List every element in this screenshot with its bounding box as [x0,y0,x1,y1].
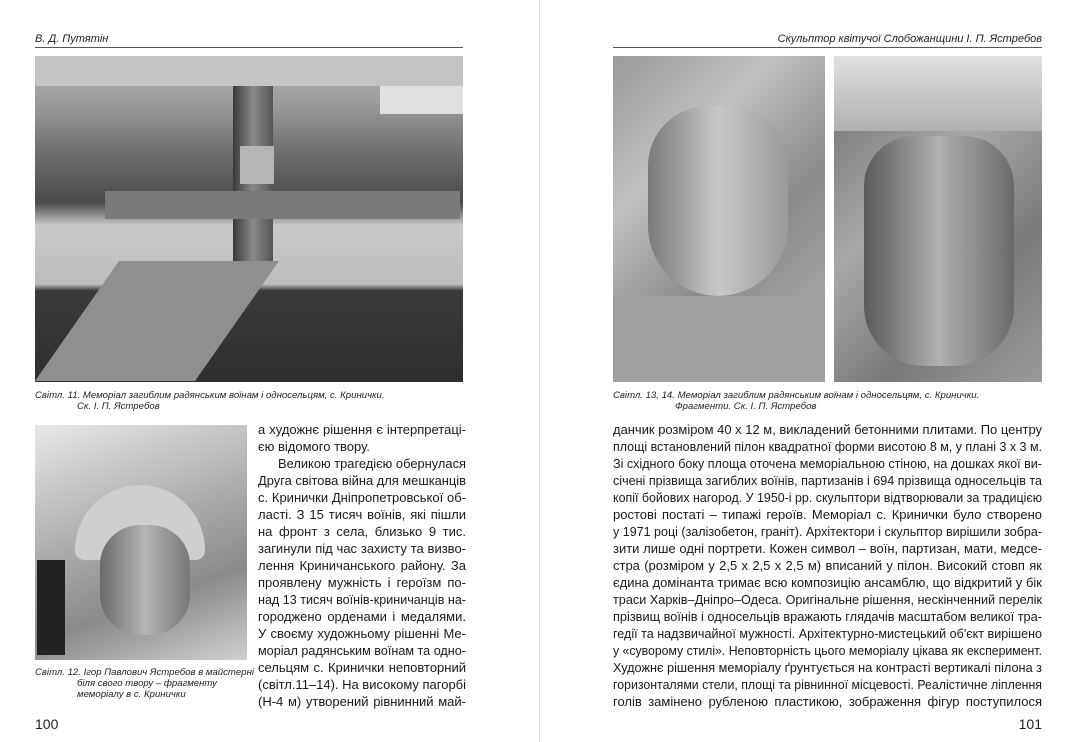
text-line-content: площі встановлений пілон квадратної форми висотою 8 м, у плані 3 х 3 м. [613,439,1042,454]
photo-soldier-face-sculpture [834,56,1042,382]
text-line [613,506,1042,523]
text-line-content: прізвищ воїнів і односельців вражають глядачів масштабом великої тра- [613,609,1042,624]
photo-memorial-overview [35,56,463,382]
text-line [258,676,466,693]
figure-13-14-caption [613,390,979,412]
caption-line: Світл. 12. Ігор Павлович Ястребов в майстерні [35,667,255,678]
text-line-content: (Н-4 м) утворений рівнинний май- [258,694,466,709]
text-line [613,540,1042,557]
caption-line: Фрагменти. Ск. І. П. Ястребов [675,401,817,412]
text-line [258,472,466,489]
caption-line: Ск. І. П. Ястребов [77,401,160,412]
text-line [258,659,466,676]
figure-11-caption [35,390,385,412]
header-rule [613,47,1042,48]
text-line-content: проявлену мужність і героїзм по- [258,575,466,590]
text-line-content: зити лише одні портрети. Кожен символ – воїн, партизан, мати, медсе- [613,541,1043,556]
text-line-content: у «суворому стилі». Неповторність цього меморіалу цікава як експеримент. [613,643,1042,658]
running-head-left: В. Д. Путятін [35,33,109,45]
text-line [613,574,1042,591]
text-line [613,608,1042,625]
text-line [258,591,466,608]
caption-line: Світл. 11. Меморіал загиблим радянським воїнам і односельцям, с. Кринички. [35,390,385,401]
text-line [613,625,1042,642]
text-line [613,659,1042,676]
body-text-right [613,421,1042,710]
text-line-content: с. Кринички Дніпропетровської об- [258,490,466,505]
page-number-right: 101 [1018,716,1042,732]
text-line-content: Зі східного боку площа оточена меморіальною стіною, на дошках якої ви- [613,456,1042,471]
text-line-content: Великою трагедією обернулася [278,456,467,471]
text-line [258,421,466,438]
text-line-content: голів замінено рубленою пластикою, зображення фігур поступилося [613,694,1043,709]
text-line-content: ростові постаті – типажі героїв. Меморіал с. Кринички було створено [613,507,1043,522]
text-line [613,489,1042,506]
text-line-content: У своєму художньому рішенні Ме- [258,626,466,641]
text-line-content: траси Харків–Дніпро–Одеса. Оригінальне рішення, нескінченний перелік [613,592,1043,607]
text-line-content: на фронт з села, близько 9 тис. [258,524,466,539]
text-line [258,540,466,557]
text-line-content: лення Криничанського району. За [258,558,466,573]
running-head-right: Скульптор квітучої Слобожанщини І. П. Ястребов [777,33,1042,45]
text-line [258,489,466,506]
text-line-content: єю відомого твору. [258,439,370,454]
text-line [613,642,1042,659]
photo-mother-face-sculpture [613,56,825,382]
text-line [258,608,466,625]
text-line [258,523,466,540]
text-line-content: Художнє рішення меморіалу ґрунтується на контрасті вертикалі пілона з [613,660,1043,675]
text-line [613,421,1042,438]
page-number-left: 100 [35,716,59,732]
text-line-content: а художнє рішення є інтерпретаці- [258,422,466,437]
text-line [613,591,1042,608]
text-line [258,625,466,642]
text-line-content: єдина домінанта тримає всю композицію ансамблю, що відкритий у бік [613,575,1042,590]
text-line [258,506,466,523]
text-line [258,438,466,455]
text-line [613,557,1042,574]
text-line-content: данчик розміром 40 х 12 м, викладений бетонними плитами. По центру [613,422,1042,437]
photo-sculptor-in-studio [35,425,247,660]
text-line [613,455,1042,472]
text-line [258,557,466,574]
text-line-content: моріал радянським воїнам та одно- [258,643,467,658]
text-line-content: над 13 тисяч воїнів-криничанців на- [258,592,467,607]
caption-line: Світл. 13, 14. Меморіал загиблим радянським воїнам і односельцям, с. Кринички. [613,390,980,401]
text-line [613,438,1042,455]
text-line-content: Друга світова війна для мешканців [258,473,467,488]
text-line [613,472,1042,489]
text-line-content: у 1971 році (залізобетон, граніт). Архітектори і скульптор вирішили зобра- [613,524,1042,539]
text-line-content: ласті. З 15 тисяч воїнів, які пішли [258,507,466,522]
text-line-content: сельцям с. Кринички неповторний [258,660,466,675]
text-line-content: стра (розміром у 2,5 х 2,5 х 2,5 м) вписаний у пілон. Високий стовп як [613,558,1042,573]
text-line [258,455,466,472]
text-line-content: гедії та надзвичайної мужності. Архітектурно-мистецький об'єкт вирішено [613,626,1043,641]
text-line-content: городжено орденами і медалями. [258,609,466,624]
text-line-content: горизонталями стели, площі та рівнинної місцевості. Реалістичне ліплення [613,677,1042,692]
header-rule [35,47,463,48]
text-line [613,676,1042,693]
text-line-content: січені прізвища загиблих воїнів, партизанів і 694 прізвища односельців та [613,473,1042,488]
right-page [540,0,1080,742]
body-text-left [258,421,466,710]
caption-line: біля свого твору – фрагменту [77,678,217,689]
text-line-content: загинули під час захисту та визво- [258,541,466,556]
text-line [258,693,466,710]
caption-line: меморіалу в с. Кринички [77,689,186,700]
text-line [613,523,1042,540]
text-line [258,642,466,659]
text-line-content: копії бойових нагород. У 1950-і рр. скульптори відтворювали за традицією [613,490,1043,505]
text-line [613,693,1042,710]
text-line [258,574,466,591]
figure-12-caption [35,667,254,700]
text-line-content: (світл.11–14). На високому пагорбі [258,677,466,692]
